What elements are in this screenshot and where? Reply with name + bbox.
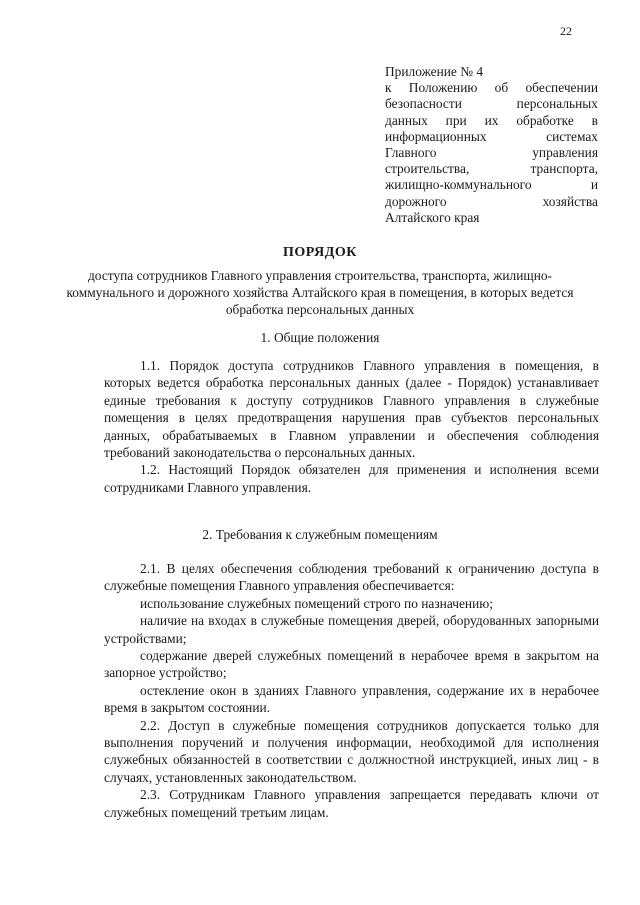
- paragraph: остекление окон в зданиях Главного управления, содержание их в нерабочее время в закрытом состоянии.: [104, 682, 599, 716]
- paragraph: 1.2. Настоящий Порядок обязателен для применения и исполнения всеми сотрудниками Главного управления.: [104, 462, 599, 495]
- page-number: 22: [560, 24, 572, 38]
- appendix-line: к Положению об обеспечении: [385, 80, 598, 96]
- appendix-line: данных при их обработке в: [385, 112, 598, 128]
- paragraph: содержание дверей служебных помещений в нерабочее время в закрытом на запорное устройство;: [104, 648, 599, 681]
- appendix-line: Алтайского края: [385, 209, 480, 225]
- paragraph: наличие на входах в служебные помещения дверей, оборудованных запорными устройствами;: [104, 613, 599, 646]
- appendix-line: информационных системах: [385, 128, 598, 144]
- appendix-line: дорожного хозяйства: [385, 193, 598, 209]
- appendix-line: строительства, транспорта,: [385, 161, 598, 177]
- appendix-line: безопасности персональных: [385, 96, 598, 112]
- document-title: ПОРЯДОК: [283, 245, 357, 260]
- appendix-line: жилищно-коммунального и: [385, 177, 598, 193]
- appendix-title: Приложение № 4: [385, 64, 484, 79]
- section-heading: 2. Требования к служебным помещениям: [202, 527, 438, 542]
- paragraph: 2.1. В целях обеспечения соблюдения требований к ограничению доступа в служебные помещения Главного управления обеспечивается:: [104, 561, 599, 594]
- paragraph: 2.3. Сотрудникам Главного управления запрещается передавать ключи от служебных помещений третьим лицам.: [104, 787, 599, 820]
- paragraph: 1.1. Порядок доступа сотрудников Главного управления в помещения, в которых ведется обработка персональных данных (далее - Порядок) устанавливает единые требования к доступу сотрудников Главного управления в служебные помещения в целях предотвращения нарушения прав субъектов персональных данных, обрабатываемых в Главном управлении и обеспечения соблюдения требований законодательства о персональных данных.: [104, 358, 599, 461]
- paragraph: 2.2. Доступ в служебные помещения сотрудников допускается только для выполнения поручений и получения информации, необходимой для исполнения служебных обязанностей в соответствии с должностной инструкцией, иных лиц - в случаях, установленных законодательством.: [104, 717, 599, 785]
- appendix-block: [385, 64, 598, 226]
- section-heading: 1. Общие положения: [260, 330, 380, 345]
- paragraph: использование служебных помещений строго по назначению;: [140, 595, 493, 611]
- section-2-body: [104, 560, 599, 821]
- section-1-body: [104, 357, 599, 496]
- appendix-line: Главного управления: [385, 145, 598, 161]
- document-subtitle: доступа сотрудников Главного управления строительства, транспорта, жилищно-коммунального и дорожного хозяйства Алтайского края в помещения, в которых ведется обработка персональных данных: [66, 268, 574, 317]
